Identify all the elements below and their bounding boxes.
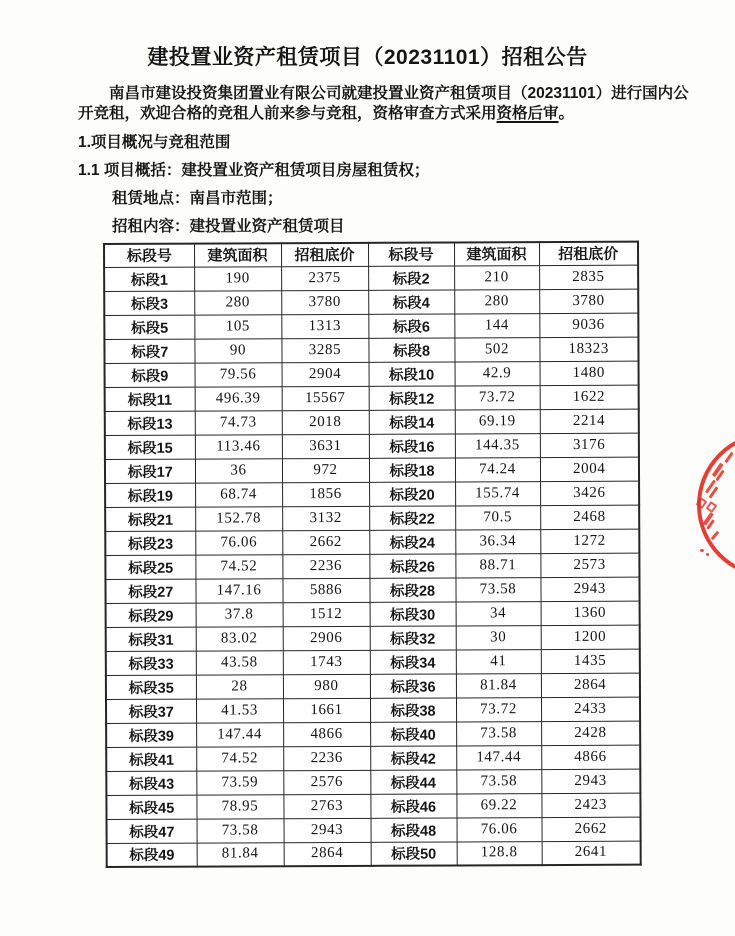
table-cell-value: 73.58 [456, 769, 541, 793]
table-cell-value: 2906 [283, 626, 370, 650]
table-cell-value: 496.39 [195, 386, 282, 410]
table-cell-value: 2904 [282, 362, 369, 386]
table-cell-value: 2864 [284, 842, 371, 866]
table-cell-value: 1512 [283, 602, 370, 626]
table-cell-lot: 标段25 [105, 555, 195, 579]
table-cell-lot: 标段43 [106, 771, 196, 795]
table-row [105, 553, 639, 579]
clause-lease-location: 租赁地点：南昌市范围； [112, 190, 283, 207]
table-cell-value: 4866 [541, 745, 640, 769]
table-cell-value: 74.73 [195, 410, 282, 434]
table-cell-value: 88.71 [455, 553, 540, 577]
table-row [105, 433, 639, 459]
table-cell-lot: 标段39 [106, 723, 196, 747]
table-cell-value: 73.58 [456, 721, 541, 745]
table-cell-value: 2004 [540, 457, 639, 481]
table-cell-value: 41 [456, 649, 541, 673]
table-cell-lot: 标段40 [370, 721, 456, 745]
table-header-row [104, 242, 638, 267]
table-cell-value: 1743 [283, 650, 370, 674]
table-cell-value: 2433 [541, 697, 640, 721]
table-cell-value: 1200 [541, 625, 640, 649]
table-row [106, 793, 640, 819]
table-cell-value: 128.8 [457, 841, 542, 865]
table-row [107, 841, 641, 867]
table-cell-value: 2662 [542, 817, 641, 841]
table-cell-lot: 标段18 [369, 457, 455, 481]
table-cell-value: 37.8 [196, 602, 283, 626]
table-cell-lot: 标段27 [105, 579, 195, 603]
table-row [106, 745, 640, 771]
table-cell-value: 1272 [540, 529, 639, 553]
table-row [106, 673, 640, 699]
table-cell-lot: 标段44 [370, 769, 456, 793]
table-cell-value: 2018 [282, 410, 369, 434]
table-cell-lot: 标段37 [106, 699, 196, 723]
table-cell-value: 68.74 [195, 482, 282, 506]
table-cell-lot: 标段2 [368, 265, 454, 289]
clause-project-overview: 1.1 项目概括：建投置业资产租赁项目房屋租赁权； [78, 162, 430, 179]
column-header: 招租底价 [281, 243, 368, 266]
table-cell-lot: 标段5 [104, 315, 194, 339]
table-cell-value: 3426 [540, 481, 639, 505]
table-cell-value: 2375 [281, 266, 368, 290]
clause-lease-content: 招租内容：建投置业资产租赁项目 [112, 218, 345, 235]
table-row [105, 577, 639, 603]
table-cell-lot: 标段19 [105, 483, 195, 507]
table-cell-lot: 标段9 [105, 363, 195, 387]
column-header: 建筑面积 [454, 242, 539, 265]
table-row [105, 409, 639, 435]
table-cell-value: 2428 [541, 721, 640, 745]
table-cell-lot: 标段16 [369, 433, 455, 457]
table-cell-value: 2576 [283, 770, 370, 794]
table-cell-lot: 标段12 [369, 385, 455, 409]
table-row [105, 361, 639, 387]
table-cell-value: 74.52 [196, 746, 283, 770]
table-cell-value: 190 [194, 266, 281, 290]
document-title: 建投置业资产租赁项目（20231101）招租公告 [147, 46, 588, 69]
table-cell-lot: 标段23 [105, 531, 195, 555]
column-header: 招租底价 [539, 242, 638, 265]
table-cell-value: 1622 [540, 385, 639, 409]
table-cell-value: 9036 [539, 313, 638, 337]
table-cell-value: 70.5 [455, 505, 540, 529]
table-cell-lot: 标段33 [106, 651, 196, 675]
table-cell-lot: 标段34 [370, 649, 456, 673]
table-row [106, 721, 640, 747]
table-cell-value: 972 [282, 458, 369, 482]
table-row [105, 529, 639, 555]
table-cell-value: 76.06 [457, 817, 542, 841]
table-cell-lot: 标段29 [106, 603, 196, 627]
table-cell-lot: 标段24 [369, 529, 455, 553]
intro-period: 。 [558, 105, 575, 122]
table-cell-lot: 标段7 [104, 339, 194, 363]
table-cell-value: 90 [194, 338, 281, 362]
table-cell-value: 2835 [539, 265, 638, 289]
table-cell-value: 78.95 [196, 794, 283, 818]
table-cell-value: 2423 [541, 793, 640, 817]
table-cell-lot: 标段21 [105, 507, 195, 531]
table-cell-lot: 标段10 [369, 361, 455, 385]
table-cell-value: 2214 [540, 409, 639, 433]
table-cell-value: 41.53 [196, 698, 283, 722]
table-cell-value: 147.44 [196, 722, 283, 746]
table-cell-lot: 标段42 [370, 745, 456, 769]
table-cell-value: 2236 [282, 554, 369, 578]
table-cell-value: 152.78 [195, 506, 282, 530]
table-cell-lot: 标段30 [370, 601, 456, 625]
table-cell-value: 502 [454, 337, 539, 361]
table-cell-lot: 标段28 [369, 577, 455, 601]
table-row [105, 385, 639, 411]
column-header: 标段号 [368, 242, 454, 265]
table-cell-value: 3176 [540, 433, 639, 457]
table-row [106, 649, 640, 675]
table-cell-value: 144.35 [455, 433, 540, 457]
table-cell-value: 73.72 [455, 385, 540, 409]
table-cell-value: 1856 [282, 482, 369, 506]
table-cell-lot: 标段48 [371, 817, 457, 841]
seal-glyph-mark [706, 553, 709, 556]
table-cell-lot: 标段20 [369, 481, 455, 505]
table-cell-value: 81.84 [197, 842, 284, 866]
table-cell-value: 280 [454, 289, 539, 313]
table-cell-value: 83.02 [196, 626, 283, 650]
section-heading: 1.项目概况与竞租范围 [78, 134, 231, 151]
table-cell-lot: 标段8 [368, 337, 454, 361]
table-cell-value: 74.24 [455, 457, 540, 481]
table-cell-lot: 标段49 [107, 843, 197, 867]
table-cell-lot: 标段15 [105, 435, 195, 459]
table-cell-value: 36.34 [455, 529, 540, 553]
table-cell-value: 76.06 [195, 530, 282, 554]
table-cell-value: 74.52 [195, 554, 282, 578]
table-cell-lot: 标段1 [104, 267, 194, 291]
table-cell-lot: 标段26 [369, 553, 455, 577]
table-cell-lot: 标段17 [105, 459, 195, 483]
table-cell-value: 28 [196, 674, 283, 698]
table-cell-value: 147.44 [456, 745, 541, 769]
table-cell-value: 155.74 [455, 481, 540, 505]
table-cell-lot: 标段45 [106, 795, 196, 819]
table-cell-value: 2573 [540, 553, 639, 577]
table-cell-lot: 标段46 [370, 793, 456, 817]
table-row [104, 289, 638, 315]
table-cell-value: 4866 [283, 722, 370, 746]
table-cell-value: 2943 [284, 818, 371, 842]
table-cell-value: 2943 [541, 769, 640, 793]
table-cell-value: 73.58 [455, 577, 540, 601]
table-cell-lot: 标段47 [107, 819, 197, 843]
table-row [106, 625, 640, 651]
table-cell-lot: 标段22 [369, 505, 455, 529]
table-cell-value: 3285 [281, 338, 368, 362]
column-header: 标段号 [104, 244, 194, 267]
table-cell-value: 2641 [542, 841, 641, 865]
table-cell-value: 1661 [283, 698, 370, 722]
table-cell-lot: 标段11 [105, 387, 195, 411]
table-body [104, 265, 641, 867]
table-cell-value: 2468 [540, 505, 639, 529]
seal-glyph-mark [700, 549, 704, 552]
table-cell-value: 3132 [282, 506, 369, 530]
column-header: 建筑面积 [194, 243, 281, 266]
table-cell-value: 36 [195, 458, 282, 482]
table-row [106, 769, 640, 795]
table-row [106, 697, 640, 723]
table-cell-value: 144 [454, 313, 539, 337]
intro-text: 南昌市建设投资集团置业有限公司就建投置业资产租赁项目（20231101）进行国内公开竞租，欢迎合格的竞租人前来参与竞租，资格审查方式采用 [78, 85, 689, 122]
table-cell-value: 2864 [541, 673, 640, 697]
table-cell-value: 81.84 [456, 673, 541, 697]
table-cell-value: 105 [194, 314, 281, 338]
table-cell-value: 2236 [283, 746, 370, 770]
table-row [106, 601, 640, 627]
table-cell-value: 1435 [541, 649, 640, 673]
table-cell-value: 1480 [540, 361, 639, 385]
table-cell-lot: 标段35 [106, 675, 196, 699]
table-cell-lot: 标段36 [370, 673, 456, 697]
table-row [105, 457, 639, 483]
table-cell-value: 3780 [281, 290, 368, 314]
table-cell-lot: 标段13 [105, 411, 195, 435]
table-row [104, 265, 638, 291]
table-cell-lot: 标段31 [106, 627, 196, 651]
table-cell-value: 18323 [539, 337, 638, 361]
table-cell-lot: 标段3 [104, 291, 194, 315]
intro-paragraph [78, 84, 700, 124]
table-cell-value: 2763 [283, 794, 370, 818]
table-cell-lot: 标段32 [370, 625, 456, 649]
table-cell-value: 113.46 [195, 434, 282, 458]
table-row [107, 817, 641, 843]
lots-table [103, 241, 642, 868]
table-cell-value: 42.9 [455, 361, 540, 385]
table-cell-value: 1313 [281, 314, 368, 338]
table-cell-value: 3631 [282, 434, 369, 458]
table-cell-value: 147.16 [195, 578, 282, 602]
table-cell-value: 30 [456, 625, 541, 649]
table-cell-lot: 标段38 [370, 697, 456, 721]
table-cell-value: 15567 [282, 386, 369, 410]
table-cell-value: 280 [194, 290, 281, 314]
table-cell-value: 34 [456, 601, 541, 625]
table-cell-value: 3780 [539, 289, 638, 313]
table-cell-lot: 标段14 [369, 409, 455, 433]
table-cell-value: 1360 [541, 601, 640, 625]
table-cell-lot: 标段50 [371, 841, 457, 865]
table-cell-lot: 标段41 [106, 747, 196, 771]
table-row [104, 313, 638, 339]
table-cell-value: 69.19 [455, 409, 540, 433]
table-cell-value: 5886 [282, 578, 369, 602]
table-cell-value: 73.58 [197, 818, 284, 842]
table-cell-value: 79.56 [195, 362, 282, 386]
table-row [104, 337, 638, 363]
table-cell-lot: 标段4 [368, 289, 454, 313]
table-cell-value: 43.58 [196, 650, 283, 674]
table-cell-value: 2662 [282, 530, 369, 554]
table-cell-value: 73.59 [196, 770, 283, 794]
table-cell-value: 69.22 [456, 793, 541, 817]
table-cell-lot: 标段6 [368, 313, 454, 337]
table-row [105, 505, 639, 531]
table-cell-value: 210 [454, 265, 539, 289]
intro-underlined-text: 资格后审 [496, 105, 559, 122]
table-cell-value: 2943 [540, 577, 639, 601]
table-cell-value: 980 [283, 674, 370, 698]
table-row [105, 481, 639, 507]
table-cell-value: 73.72 [456, 697, 541, 721]
